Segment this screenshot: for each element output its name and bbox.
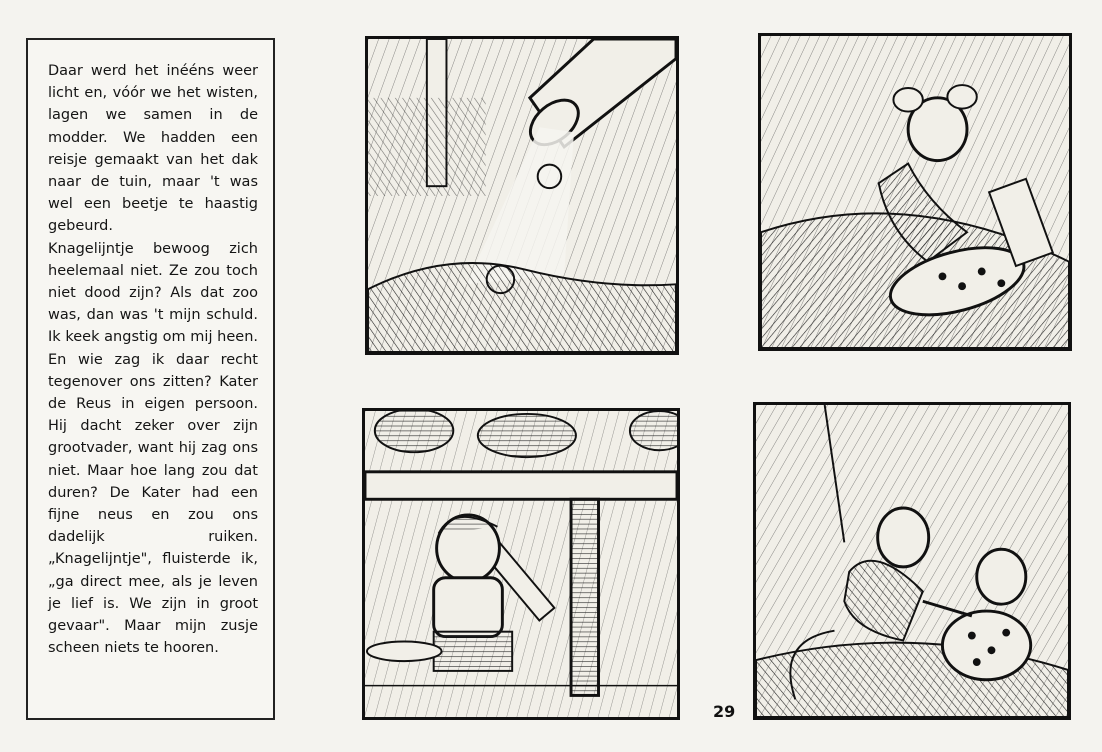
story-text: [48, 60, 258, 659]
comic-panel-mice-in-mud: [758, 33, 1072, 351]
sister-mouse-dress: [942, 611, 1030, 680]
cat-body: [434, 578, 503, 637]
story-text-box: [26, 38, 275, 720]
flower-pot-middle: [478, 414, 576, 457]
flower-pot-left: [375, 411, 453, 452]
sister-mouse-head: [977, 549, 1026, 604]
page-number: 29: [713, 702, 736, 721]
mouse-head: [878, 508, 929, 567]
food-bowl: [367, 641, 442, 661]
comic-panel-cat-under-table: [362, 408, 680, 720]
table-top: [365, 472, 677, 499]
comic-panel-mouse-pulling-sister: [753, 402, 1071, 720]
fence-boards: [368, 98, 486, 196]
table-leg: [571, 499, 598, 695]
comic-panel-gutter-fall: [365, 36, 679, 355]
cat-trousers: [434, 632, 512, 671]
mouse-ear-right: [947, 85, 976, 109]
story-paragraph-2: Knagelijntje bewoog zich heelemaal niet. Ze zou toch niet dood zijn? Als dat zoo was, dan was 't mijn schuld. Ik keek angstig om mij heen. En wie zag ik daar recht tegenover ons zitten? Kater de Reus in eigen persoon. Hij dacht zeker over zijn grootvader, want hij zag ons niet. Maar hoe lang zou dat duren? De Kater had een fijne neus en zou ons dadelijk ruiken. „Knagelijntje", fluisterde ik, „ga direct mee, als je leven je lief is. We zijn in groot gevaar". Maar mijn zusje scheen niets te hooren.: [48, 240, 258, 657]
flower-pot-right: [630, 411, 677, 450]
mouse-ear-left: [893, 88, 922, 112]
story-paragraph-1: Daar werd het inééns weer licht en, vóór we het wisten, lagen we samen in de modder. We hadden een reisje gemaakt van het dak naar de tuin, maar 't was wel een beetje te haastig gebeurd.: [48, 63, 258, 235]
